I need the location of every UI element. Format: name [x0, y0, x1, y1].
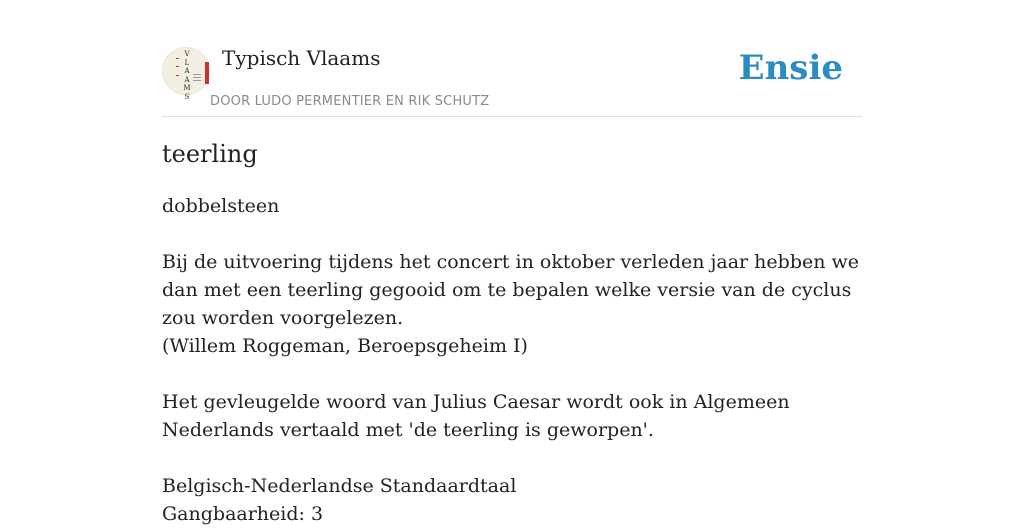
logo-red-band [205, 62, 209, 84]
entry-definition: dobbelsteen [162, 195, 280, 217]
logo-letter: M [183, 84, 191, 93]
logo-tick [176, 58, 179, 59]
example-text: Bij de uitvoering tijdens het concert in oktober verleden jaar hebben we dan met een teerling gegooid om te bepalen welke versie van de cyclus zou worden voorgelezen. [162, 251, 860, 329]
logo-letter: A [184, 67, 190, 76]
example-quote [162, 248, 862, 360]
logo-letter: S [184, 92, 190, 101]
logo-letter: A [184, 75, 190, 84]
blog-avatar[interactable] [162, 47, 210, 101]
register-label: Belgisch-Nederlandse Standaardtaal [162, 475, 517, 497]
ensie-logo-link[interactable]: Ensie [738, 48, 843, 88]
logo-tick [176, 75, 179, 76]
entry-content [162, 132, 862, 528]
logo-text-lines [193, 74, 201, 83]
entry-title: teerling [162, 140, 258, 168]
logo-letter: L [184, 58, 190, 67]
example-text: Het gevleugelde woord van Julius Caesar wordt ook in Algemeen Nederlands vertaald met 'de teerling is geworpen'. [162, 391, 790, 441]
logo-lettering [182, 50, 192, 102]
frequency-label: Gangbaarheid: 3 [162, 503, 324, 525]
blog-title-link[interactable]: Typisch Vlaams [222, 46, 381, 70]
example-source: (Willem Roggeman, Beroepsgeheim I) [162, 335, 528, 357]
logo-tick [176, 66, 179, 67]
logo-letter: V [184, 50, 190, 58]
blog-header [162, 44, 862, 117]
author-line: DOOR LUDO PERMENTIER EN RIK SCHUTZ [210, 94, 490, 109]
